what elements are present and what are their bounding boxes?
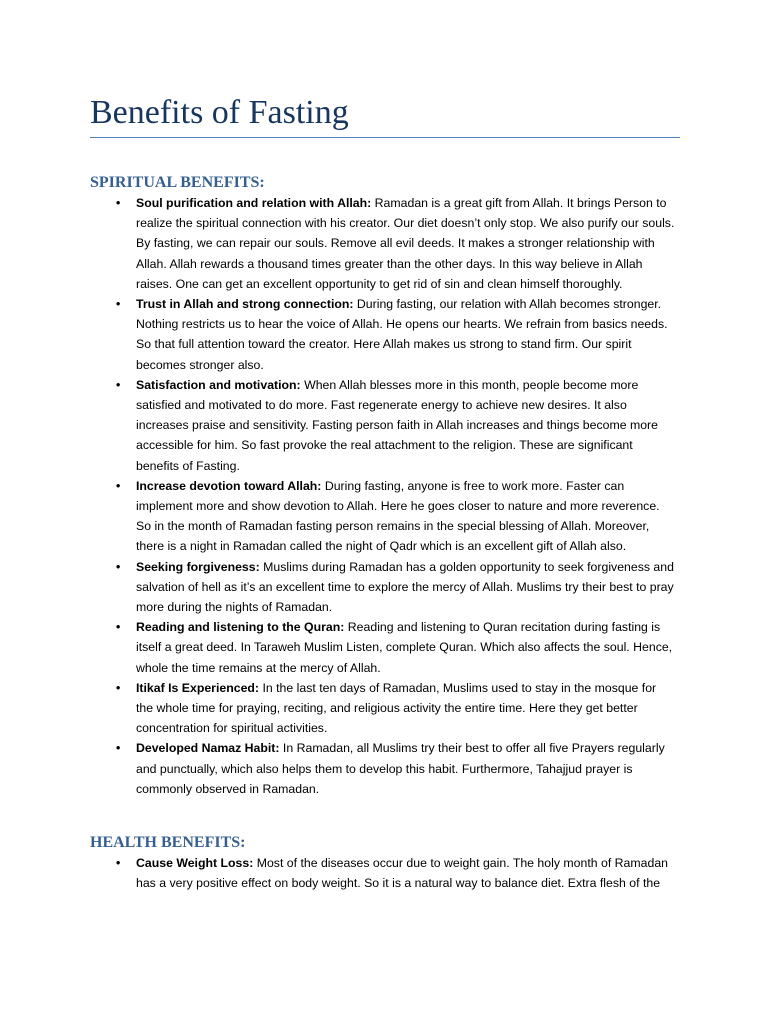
list-item-body bbox=[136, 856, 668, 890]
item-text: During fasting, our relation with Allah becomes stronger. Nothing restricts us to hear the voice of Allah. He opens our hearts. We refrain from basics needs. So that full attention toward the creator. Here Allah makes us strong to stand firm. Our spirit becomes stronger also. bbox=[136, 297, 668, 372]
list-item-body bbox=[136, 620, 672, 674]
list-item bbox=[90, 476, 676, 557]
list-item bbox=[90, 853, 676, 893]
bullet-marker: • bbox=[116, 297, 121, 312]
item-text: In Ramadan, all Muslims try their best to offer all five Prayers regularly and punctually, which also helps them to develop this habit. Furthermore, Tahajjud prayer is commonly observed in Ramadan. bbox=[136, 741, 665, 796]
section-heading: SPIRITUAL BENEFITS: bbox=[90, 174, 265, 191]
bullet-marker: • bbox=[116, 620, 121, 635]
list-item bbox=[90, 193, 676, 294]
item-text: During fasting, anyone is free to work more. Faster can implement more and show devotion to Allah. Here he goes closer to nature and more reverence. So in the month of Ramadan fasting person remains in the special blessing of Allah. Moreover, there is a night in Ramadan called the night of Qadr which is an excellent gift of Allah also. bbox=[136, 478, 660, 554]
list-item-body bbox=[136, 741, 665, 795]
item-label: Itikaf Is Experienced: bbox=[136, 680, 260, 695]
bullet-marker: • bbox=[116, 478, 121, 493]
list-item bbox=[90, 678, 676, 739]
page-title: Benefits of Fasting bbox=[90, 94, 349, 131]
list-item-body bbox=[136, 378, 658, 473]
item-text: Muslims during Ramadan has a golden opportunity to seek forgiveness and salvation of hell as it’s an excellent time to explore the mercy of Allah. Muslims try their best to pray more during the nights of Ramadan. bbox=[136, 559, 674, 615]
list-item bbox=[90, 557, 676, 618]
bullet-marker: • bbox=[116, 741, 121, 756]
bullet-list bbox=[90, 193, 676, 799]
bullet-marker: • bbox=[116, 196, 121, 210]
item-text: Reading and listening to Quran recitation during fasting is itself a great deed. In Taraweh Muslim Listen, complete Quran. Which also affects the soul. Hence, whole the time remains at the mercy of Allah. bbox=[136, 620, 673, 675]
item-label: Increase devotion toward Allah: bbox=[136, 478, 322, 493]
bullet-marker: • bbox=[116, 680, 121, 695]
bullet-marker: • bbox=[116, 856, 121, 871]
item-text: Most of the diseases occur due to weight gain. The holy month of Ramadan has a very positive effect on body weight. So it is a natural way to balance diet. Extra flesh of the bbox=[136, 856, 668, 891]
bullet-marker: • bbox=[116, 559, 121, 574]
bullet-marker: • bbox=[116, 377, 121, 392]
list-item-body bbox=[136, 681, 656, 735]
list-item bbox=[90, 294, 676, 375]
list-item-body bbox=[136, 560, 674, 614]
item-label: Reading and listening to the Quran: bbox=[136, 620, 345, 635]
item-label: Trust in Allah and strong connection: bbox=[136, 297, 354, 312]
section-health-benefits bbox=[90, 833, 676, 893]
list-item bbox=[90, 738, 676, 799]
section-spiritual-benefits bbox=[90, 173, 676, 799]
list-item bbox=[90, 375, 676, 476]
document-body bbox=[90, 173, 676, 894]
item-label: Cause Weight Loss: bbox=[136, 856, 254, 871]
item-text: In the last ten days of Ramadan, Muslims used to stay in the mosque for the whole time for praying, reciting, and religious activity the entire time. Here they get better concentration for spiritual activities. bbox=[136, 680, 657, 736]
list-item bbox=[90, 617, 676, 678]
item-text: Ramadan is a great gift from Allah. It brings Person to realize the spiritual connection with his creator. Our diet doesn’t only stop. We also purify our souls. By fasting, we can repair our souls. Remove all evil deeds. It makes a stronger relationship with Allah. Allah rewards a thousand times greater than the other days. In this way believe in Allah raises. One can get an excellent opportunity to get rid of sin and clean himself thoroughly. bbox=[136, 196, 675, 291]
section-heading: HEALTH BENEFITS: bbox=[90, 834, 246, 852]
item-label: Seeking forgiveness: bbox=[136, 559, 260, 574]
item-label: Satisfaction and motivation: bbox=[136, 377, 301, 392]
list-item-body bbox=[136, 297, 668, 372]
list-item-body bbox=[136, 479, 660, 554]
bullet-list bbox=[90, 853, 676, 893]
item-label: Developed Namaz Habit: bbox=[136, 741, 280, 756]
list-item-body bbox=[136, 196, 674, 291]
item-label: Soul purification and relation with Allah: bbox=[136, 196, 372, 210]
item-text: When Allah blesses more in this month, people become more satisfied and motivated to do more. Fast regenerate energy to achieve new desires. It also increases praise and sensitivity. Fasting person faith in Allah increases and things become more accessible for him. So fast provoke the real attachment to the religion. These are significant benefits of Fasting. bbox=[136, 377, 658, 473]
title-underline bbox=[90, 137, 680, 138]
